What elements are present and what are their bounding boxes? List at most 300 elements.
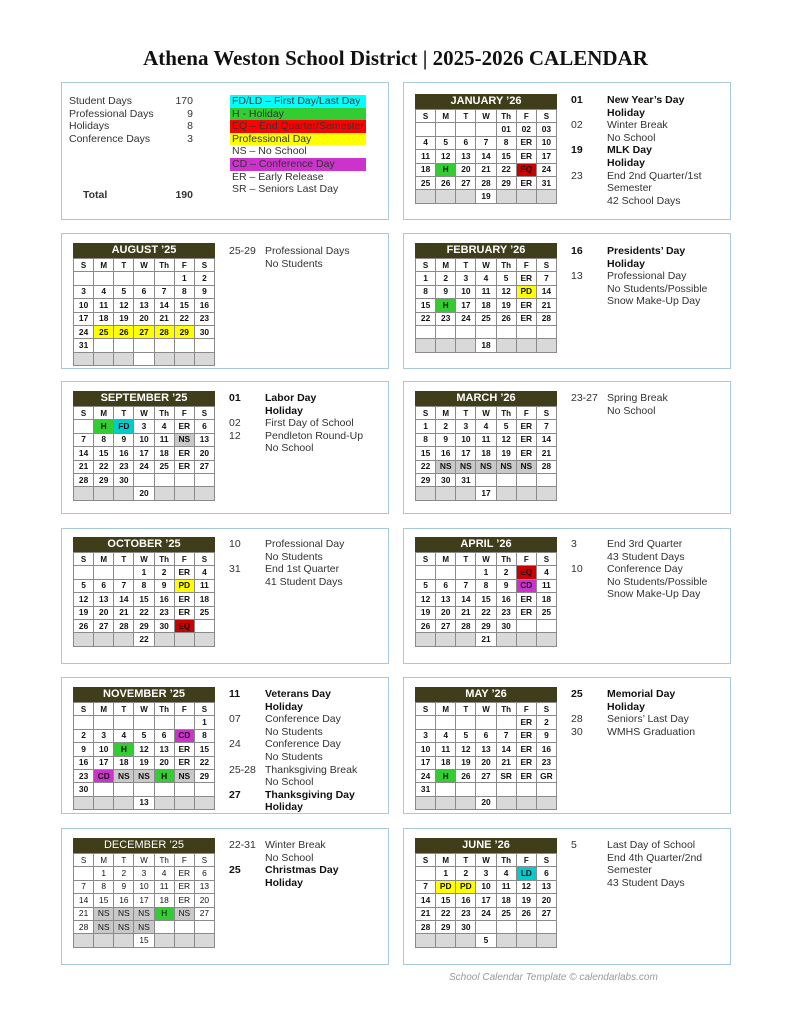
day-cell: 7 (74, 880, 94, 893)
count-cell (74, 796, 94, 809)
day-cell (456, 716, 476, 729)
weekday-header: W (134, 553, 154, 566)
day-cell (174, 339, 194, 352)
note-text: End 3rd Quarter 43 Student Days (607, 538, 685, 563)
day-cell: 1 (476, 566, 496, 579)
note (229, 392, 379, 417)
day-cell: 28 (154, 325, 174, 338)
day-cell (496, 783, 516, 796)
day-cell: 20 (436, 606, 456, 619)
day-cell (194, 473, 214, 486)
day-cell (536, 619, 556, 632)
page-title: Athena Weston School District | 2025-2026 CALENDAR (143, 46, 648, 70)
day-cell (476, 473, 496, 486)
day-cell: NS (134, 769, 154, 782)
day-cell: EQ (516, 566, 536, 579)
note-date: 10 (571, 563, 583, 576)
weekday-header: T (114, 407, 134, 420)
weekday-header: F (516, 259, 536, 272)
day-cell: 16 (496, 593, 516, 606)
note-date: 3 (571, 538, 577, 550)
day-cell (516, 325, 536, 338)
total-row (69, 108, 193, 121)
weekday-header: W (476, 259, 496, 272)
day-cell: ER (174, 460, 194, 473)
note-date: 25 (571, 688, 583, 700)
student-day-count: 21 (476, 633, 496, 646)
note-date: 23-27 (571, 392, 598, 404)
day-cell: 7 (114, 579, 134, 592)
day-cell: NS (134, 907, 154, 920)
day-cell: 30 (456, 920, 476, 933)
count-cell (94, 934, 114, 947)
day-cell (496, 325, 516, 338)
note (229, 563, 379, 588)
weekday-header: S (194, 553, 214, 566)
day-cell: 27 (436, 619, 456, 632)
weekday-header: F (516, 110, 536, 123)
weekday-header: F (174, 553, 194, 566)
day-cell: 28 (74, 473, 94, 486)
count-cell (174, 352, 194, 365)
weekday-header: Th (154, 259, 174, 272)
day-cell: 8 (94, 433, 114, 446)
day-cell: 6 (194, 420, 214, 433)
weekday-header: F (516, 854, 536, 867)
day-cell: 16 (456, 894, 476, 907)
day-cell: 10 (456, 285, 476, 298)
count-cell (516, 190, 536, 203)
day-cell: 27 (194, 460, 214, 473)
note (571, 119, 721, 144)
day-cell: 21 (74, 460, 94, 473)
day-cell (94, 783, 114, 796)
day-cell: 3 (456, 272, 476, 285)
weekday-header: F (516, 407, 536, 420)
day-cell: 29 (134, 619, 154, 632)
weekday-header: T (114, 259, 134, 272)
legend-item: NS – No School (232, 145, 307, 158)
count-cell (114, 934, 134, 947)
day-cell: 12 (416, 593, 436, 606)
day-cell: NS (174, 769, 194, 782)
day-cell: 8 (496, 136, 516, 149)
day-cell: 22 (174, 312, 194, 325)
day-cell: 16 (74, 756, 94, 769)
weekday-header: F (516, 703, 536, 716)
count-cell (194, 487, 214, 500)
note-text: MLK Day Holiday (607, 144, 652, 169)
day-cell: 21 (416, 907, 436, 920)
student-day-count: 19 (476, 190, 496, 203)
note-date: 12 (229, 429, 241, 442)
count-cell (154, 633, 174, 646)
day-cell: 6 (154, 729, 174, 742)
day-cell: 27 (94, 619, 114, 632)
count-cell (114, 487, 134, 500)
notes-may (571, 688, 721, 738)
day-cell: 9 (496, 579, 516, 592)
note-date: 23 (571, 169, 583, 182)
day-cell: ER (516, 716, 536, 729)
total-label: Holidays (69, 120, 110, 133)
day-cell: ER (516, 136, 536, 149)
day-cell: 21 (536, 299, 556, 312)
day-cell (516, 473, 536, 486)
count-cell (456, 796, 476, 809)
weekday-header: Th (154, 407, 174, 420)
day-cell: 17 (94, 756, 114, 769)
day-cell: 6 (476, 729, 496, 742)
day-cell: 13 (456, 150, 476, 163)
note-text: Professional Days No Students (265, 245, 350, 270)
day-cell: H (154, 907, 174, 920)
day-cell: 10 (416, 743, 436, 756)
day-cell: 9 (74, 743, 94, 756)
note (571, 245, 721, 270)
day-cell: ER (516, 606, 536, 619)
day-cell: LD (516, 867, 536, 880)
day-cell: 23 (154, 606, 174, 619)
day-cell: 3 (416, 729, 436, 742)
note (229, 538, 379, 563)
day-cell: ER (174, 566, 194, 579)
legend (230, 95, 366, 196)
day-cell: 03 (536, 123, 556, 136)
legend-item: Professional Day (230, 133, 366, 146)
day-cell: 6 (436, 579, 456, 592)
day-cell: 6 (194, 867, 214, 880)
day-cell: 1 (174, 272, 194, 285)
day-cell: 11 (436, 743, 456, 756)
day-cell: ER (516, 312, 536, 325)
day-cell: 5 (436, 136, 456, 149)
weekday-header: S (74, 259, 94, 272)
day-cell: 1 (416, 272, 436, 285)
notes-mar (571, 392, 721, 417)
count-cell (94, 633, 114, 646)
day-cell: 2 (436, 272, 456, 285)
day-cell: 15 (416, 447, 436, 460)
day-cell: 25 (94, 325, 114, 338)
note-date: 24 (229, 738, 241, 751)
weekday-header: Th (496, 110, 516, 123)
day-cell: 20 (154, 756, 174, 769)
grand-total-row (69, 189, 193, 202)
weekday-header: S (536, 703, 556, 716)
day-cell: 7 (456, 579, 476, 592)
count-cell (154, 934, 174, 947)
count-cell (536, 487, 556, 500)
day-cell: 22 (436, 907, 456, 920)
note-text: Conference Day No Students (265, 738, 341, 763)
weekday-header: S (74, 553, 94, 566)
day-cell: 17 (456, 447, 476, 460)
weekday-header: S (74, 407, 94, 420)
day-cell: 12 (456, 743, 476, 756)
day-cell: 11 (476, 433, 496, 446)
day-cell: 14 (74, 447, 94, 460)
day-cell: 18 (436, 756, 456, 769)
notes-dec (229, 839, 379, 889)
note-text: Professional Day No Students/Possible Snow Make-Up Day (607, 270, 708, 308)
day-cell: 18 (154, 447, 174, 460)
count-cell (436, 190, 456, 203)
day-cell: 5 (114, 285, 134, 298)
day-cell: ER (174, 894, 194, 907)
count-cell (114, 796, 134, 809)
day-cell: 5 (496, 272, 516, 285)
day-cell: NS (114, 769, 134, 782)
day-cell (74, 420, 94, 433)
day-cell: 26 (456, 769, 476, 782)
weekday-header: S (416, 110, 436, 123)
note (229, 417, 379, 430)
day-cell: 30 (496, 619, 516, 632)
day-cell (436, 123, 456, 136)
day-cell: 1 (134, 566, 154, 579)
note-date: 25-29 (229, 245, 256, 257)
calendar-apr (415, 537, 557, 647)
student-day-count (134, 352, 154, 365)
weekday-header: W (476, 407, 496, 420)
day-cell: 3 (134, 867, 154, 880)
note-text: Winter Break No School (265, 839, 326, 864)
calendar-dec (73, 838, 215, 948)
day-cell: EQ (174, 619, 194, 632)
day-cell: 20 (456, 163, 476, 176)
total-label: Conference Days (69, 132, 151, 145)
count-cell (436, 796, 456, 809)
day-cell: 2 (436, 420, 456, 433)
day-cell: ER (516, 447, 536, 460)
notes-jan (571, 94, 721, 207)
day-cell: 9 (436, 285, 456, 298)
day-cell: 14 (476, 150, 496, 163)
day-cell: 24 (536, 163, 556, 176)
weekday-header: S (536, 110, 556, 123)
day-cell: ER (174, 743, 194, 756)
day-cell: 8 (94, 880, 114, 893)
day-cell (416, 566, 436, 579)
day-cell: 17 (476, 894, 496, 907)
day-cell (194, 339, 214, 352)
note-text: Conference Day No Students/Possible Snow Make-Up Day (607, 563, 708, 601)
day-cell: 4 (476, 420, 496, 433)
day-cell: FD (114, 420, 134, 433)
day-cell: 17 (416, 756, 436, 769)
day-cell: EQ (516, 163, 536, 176)
weekday-header: S (536, 854, 556, 867)
weekday-header: W (134, 259, 154, 272)
weekday-header: S (536, 407, 556, 420)
day-cell: 25 (194, 606, 214, 619)
day-cell: 8 (174, 285, 194, 298)
count-cell (516, 487, 536, 500)
note-text: New Year’s Day Holiday (607, 94, 685, 119)
grand-total-value: 190 (175, 189, 193, 202)
month-title: SEPTEMBER ’25 (73, 391, 215, 406)
count-cell (456, 633, 476, 646)
day-cell: 13 (194, 880, 214, 893)
count-cell (94, 487, 114, 500)
note-date: 13 (571, 270, 583, 283)
day-cell: 19 (134, 756, 154, 769)
day-cell: NS (114, 907, 134, 920)
day-cell: ER (174, 606, 194, 619)
day-cell: 8 (416, 433, 436, 446)
note-text: First Day of School (265, 417, 354, 430)
day-cell: 31 (536, 176, 556, 189)
day-cell: 7 (536, 272, 556, 285)
day-cell (416, 123, 436, 136)
weekday-header: W (134, 854, 154, 867)
note-date: 01 (229, 392, 241, 404)
calendar-jan (415, 94, 557, 204)
weekday-header: W (476, 703, 496, 716)
count-cell (536, 633, 556, 646)
note-text: Thanksgiving Break No School (265, 763, 358, 789)
day-cell: 18 (94, 312, 114, 325)
day-cell: 29 (416, 473, 436, 486)
day-cell: 4 (476, 272, 496, 285)
day-cell: 19 (496, 299, 516, 312)
weekday-header: T (114, 703, 134, 716)
day-cell: H (114, 743, 134, 756)
notes-jun (571, 839, 721, 889)
weekday-header: T (114, 553, 134, 566)
day-cell: 11 (476, 285, 496, 298)
day-cell: ER (516, 433, 536, 446)
month-title: APRIL ’26 (415, 537, 557, 552)
day-cell: PD (456, 880, 476, 893)
note (229, 713, 379, 738)
weekday-header: W (134, 703, 154, 716)
day-cell: 18 (476, 299, 496, 312)
day-cell: 17 (74, 312, 94, 325)
day-cell (174, 783, 194, 796)
count-cell (456, 190, 476, 203)
day-cell: ER (516, 769, 536, 782)
day-cell: 11 (154, 880, 174, 893)
day-cell: NS (94, 920, 114, 933)
total-row (69, 120, 193, 133)
day-cell: 13 (536, 880, 556, 893)
month-title: FEBRUARY ’26 (415, 243, 557, 258)
notes-oct (229, 538, 379, 588)
day-cell: 28 (536, 312, 556, 325)
day-cell: 21 (114, 606, 134, 619)
day-cell: 13 (134, 299, 154, 312)
count-cell (436, 487, 456, 500)
weekday-header: T (114, 854, 134, 867)
day-cell: 16 (436, 447, 456, 460)
count-cell (174, 934, 194, 947)
count-cell (536, 190, 556, 203)
day-cell: 6 (134, 285, 154, 298)
day-cell (456, 123, 476, 136)
day-cell: 5 (134, 729, 154, 742)
day-cell: ER (516, 756, 536, 769)
day-cell: 25 (536, 606, 556, 619)
day-cell: 15 (174, 299, 194, 312)
notes-apr (571, 538, 721, 601)
day-cell (114, 716, 134, 729)
student-day-count: 17 (476, 487, 496, 500)
day-cell: 16 (114, 447, 134, 460)
day-cell: 7 (416, 880, 436, 893)
weekday-header: Th (154, 703, 174, 716)
note (571, 144, 721, 169)
day-cell (416, 325, 436, 338)
day-cell: PD (436, 880, 456, 893)
weekday-header: Th (496, 553, 516, 566)
day-cell (134, 473, 154, 486)
day-cell: ER (174, 447, 194, 460)
day-cell: 29 (436, 920, 456, 933)
weekday-header: T (456, 407, 476, 420)
day-cell: ER (516, 593, 536, 606)
count-cell (416, 633, 436, 646)
weekday-header: S (74, 854, 94, 867)
notes-sep (229, 392, 379, 455)
weekday-header: S (416, 854, 436, 867)
day-cell (436, 783, 456, 796)
day-cell (74, 566, 94, 579)
day-cell (74, 716, 94, 729)
day-cell: 24 (134, 460, 154, 473)
day-cell: 30 (154, 619, 174, 632)
weekday-header: M (94, 259, 114, 272)
day-cell: 26 (496, 312, 516, 325)
notes-feb (571, 245, 721, 308)
day-cell: 21 (74, 907, 94, 920)
total-value: 3 (187, 132, 193, 145)
day-cell (114, 783, 134, 796)
day-cell: 11 (496, 880, 516, 893)
day-cell: 2 (114, 867, 134, 880)
note (571, 563, 721, 601)
day-cell: 27 (476, 769, 496, 782)
count-cell (496, 487, 516, 500)
day-cell (536, 920, 556, 933)
note-date: 10 (229, 538, 241, 550)
note-text: Christmas Day Holiday (265, 864, 339, 889)
day-cell: 19 (416, 606, 436, 619)
note-date: 16 (571, 245, 583, 257)
day-cell: ER (516, 299, 536, 312)
day-cell: H (436, 769, 456, 782)
day-cell: ER (516, 150, 536, 163)
day-cell: 14 (154, 299, 174, 312)
day-cell: NS (94, 907, 114, 920)
day-cell: 10 (456, 433, 476, 446)
student-day-count: 18 (476, 339, 496, 352)
day-cell: 22 (194, 756, 214, 769)
day-cell (536, 783, 556, 796)
day-cell: 2 (456, 867, 476, 880)
day-cell: 5 (74, 579, 94, 592)
day-cell: 6 (94, 579, 114, 592)
count-cell (114, 633, 134, 646)
count-cell (194, 934, 214, 947)
day-cell: 28 (114, 619, 134, 632)
weekday-header: S (416, 703, 436, 716)
day-cell: 9 (194, 285, 214, 298)
day-cell: 11 (194, 579, 214, 592)
day-cell: ER (516, 743, 536, 756)
count-cell (436, 633, 456, 646)
